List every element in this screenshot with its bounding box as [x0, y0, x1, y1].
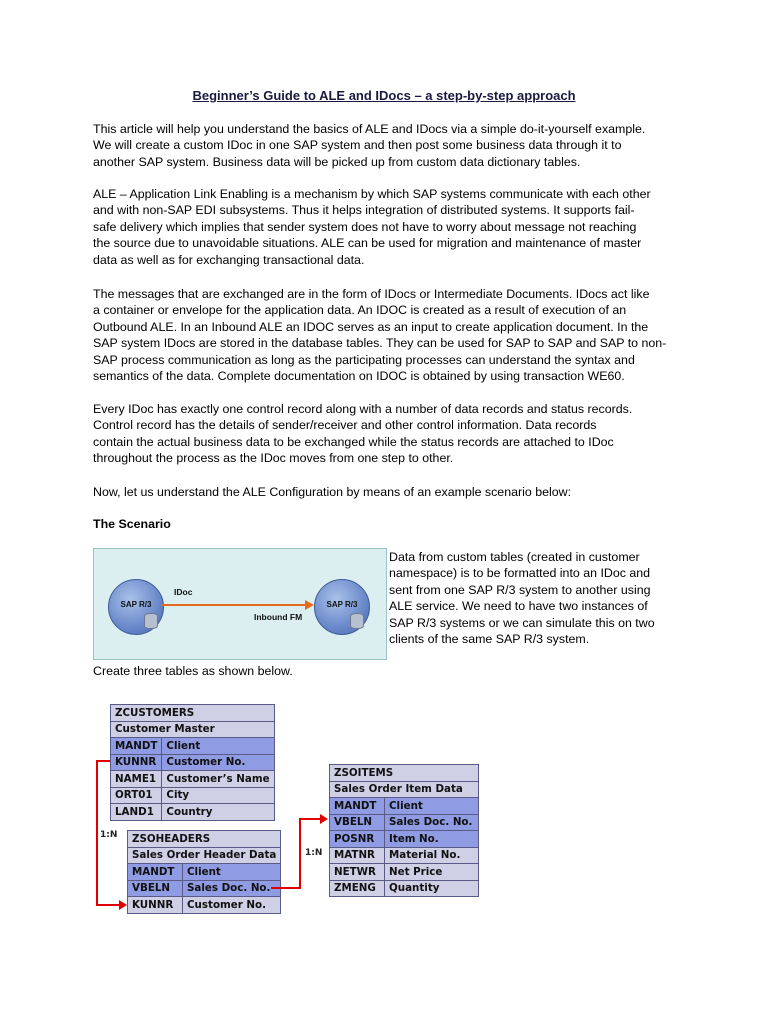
table-zcustomers — [110, 704, 275, 821]
field-name: ORT01 — [111, 787, 162, 804]
table-name: ZCUSTOMERS — [111, 705, 275, 722]
relation-line — [96, 760, 98, 906]
paragraph-records — [93, 401, 688, 467]
text-line: SAP R/3 systems or we can simulate this on two — [389, 615, 655, 630]
table-row — [330, 880, 479, 897]
create-tables-text: Create three tables as shown below. — [93, 664, 293, 678]
document-title: Beginner’s Guide to ALE and IDocs – a step-by-step approach — [192, 88, 576, 103]
table-row — [330, 798, 479, 815]
text-line: The messages that are exchanged are in the form of IDocs or Intermediate Documents. IDocs act like — [93, 287, 650, 301]
database-icon — [350, 613, 364, 629]
table-row — [111, 787, 275, 804]
arrow-head-icon — [320, 814, 328, 824]
field-name: VBELN — [330, 814, 385, 831]
field-name: POSNR — [330, 831, 385, 848]
scenario-heading: The Scenario — [93, 517, 171, 531]
field-label: Net Price — [385, 864, 479, 881]
field-label: Material No. — [385, 847, 479, 864]
table-zsoheaders — [127, 830, 281, 914]
paragraph-example — [93, 484, 688, 500]
scenario-description — [389, 549, 689, 647]
text-line: Every IDoc has exactly one control record along with a number of data records and status records. — [93, 402, 633, 416]
field-label: Customer No. — [162, 754, 274, 771]
field-label: Client — [162, 738, 274, 755]
table-row — [128, 880, 281, 897]
node-label: SAP R/3 — [326, 600, 358, 609]
field-label: Sales Doc. No. — [385, 814, 479, 831]
table-row — [111, 738, 275, 755]
table-row — [330, 831, 479, 848]
text-line: safe delivery which implies that sender system does not have to worry about message not reaching — [93, 219, 637, 234]
table-row — [111, 754, 275, 771]
field-name: KUNNR — [111, 754, 162, 771]
field-label: Customer’s Name — [162, 771, 274, 788]
field-label: Quantity — [385, 880, 479, 897]
field-name: KUNNR — [128, 897, 183, 914]
text-line: contain the actual business data to be exchanged while the status records are attached to IDoc — [93, 434, 614, 449]
text-line: Data from custom tables (created in customer — [389, 550, 640, 564]
relation-line — [96, 760, 110, 762]
text-line: Now, let us understand the ALE Configuration by means of an example scenario below: — [93, 485, 572, 499]
field-label: City — [162, 787, 274, 804]
table-description: Sales Order Header Data — [128, 847, 281, 864]
arrow-head-icon — [119, 900, 127, 910]
text-line: sent from one SAP R/3 system to another using — [389, 582, 651, 597]
idoc-label: IDoc — [174, 587, 193, 597]
text-line: This article will help you understand the basics of ALE and IDocs via a simple do-it-yourself example. — [93, 122, 646, 136]
field-name: NAME1 — [111, 771, 162, 788]
field-name: VBELN — [128, 880, 183, 897]
text-line: another SAP system. Business data will be picked up from custom data dictionary tables. — [93, 154, 581, 169]
paragraph-ale — [93, 186, 688, 268]
relation-line — [271, 887, 300, 889]
field-label: Client — [385, 798, 479, 815]
paragraph-intro — [93, 121, 688, 170]
text-line: SAP process communication as long as the participating processes can understand the syntax and — [93, 352, 635, 367]
field-name: ZMENG — [330, 880, 385, 897]
field-label: Country — [162, 804, 274, 821]
table-zsoitems — [329, 764, 479, 897]
text-line: semantics of the data. Complete documentation on IDOC is obtained by using transaction WE60. — [93, 369, 625, 384]
arrow-head-icon — [305, 600, 314, 610]
scenario-diagram — [93, 548, 387, 660]
field-name: NETWR — [330, 864, 385, 881]
text-line: SAP system IDocs are stored in the database tables. They can be used for SAP to SAP and SAP to non- — [93, 336, 667, 351]
relation-line — [96, 904, 120, 906]
table-row — [128, 897, 281, 914]
text-line: and with non-SAP EDI subsystems. Thus it helps integration of distributed systems. It supports fail- — [93, 203, 635, 218]
node-label: SAP R/3 — [120, 600, 152, 609]
idoc-arrow — [162, 604, 306, 606]
field-label: Customer No. — [183, 897, 281, 914]
cardinality-label: 1:N — [305, 848, 323, 858]
inbound-fm-label: Inbound FM — [254, 612, 303, 622]
cardinality-label: 1:N — [100, 830, 118, 840]
relation-line — [299, 818, 321, 820]
field-label: Sales Doc. No. — [183, 880, 281, 897]
field-name: MANDT — [128, 864, 183, 881]
text-line: the source due to unavoidable situations. ALE can be used for migration and maintenance of master — [93, 236, 642, 251]
text-line: We will create a custom IDoc in one SAP system and then post some business data through it to — [93, 138, 622, 153]
text-line: Outbound ALE. In an Inbound ALE an IDOC serves as an input to create application document. In the — [93, 319, 649, 334]
text-line: namespace) is to be formatted into an IDoc and — [389, 566, 651, 581]
table-description: Customer Master — [111, 721, 275, 738]
relation-line — [299, 818, 301, 889]
field-name: MANDT — [330, 798, 385, 815]
table-row — [111, 804, 275, 821]
field-name: MATNR — [330, 847, 385, 864]
text-line: data as well as for exchanging transactional data. — [93, 252, 365, 267]
table-row — [330, 847, 479, 864]
table-row — [330, 864, 479, 881]
field-name: MANDT — [111, 738, 162, 755]
text-line: Control record has the details of sender/receiver and other control information. Data records — [93, 418, 597, 433]
field-label: Client — [183, 864, 281, 881]
field-name: LAND1 — [111, 804, 162, 821]
text-line: throughout the process as the IDoc moves from one step to other. — [93, 451, 454, 466]
table-row — [111, 771, 275, 788]
table-row — [128, 864, 281, 881]
text-line: a container or envelope for the application data. An IDOC is created as a result of execution of an — [93, 303, 627, 318]
text-line: ALE – Application Link Enabling is a mechanism by which SAP systems communicate with each other — [93, 187, 651, 201]
table-row — [330, 814, 479, 831]
table-name: ZSOHEADERS — [128, 831, 281, 848]
table-description: Sales Order Item Data — [330, 781, 479, 798]
database-icon — [144, 613, 158, 629]
table-name: ZSOITEMS — [330, 765, 479, 782]
text-line: ALE service. We need to have two instances of — [389, 599, 648, 614]
field-label: Item No. — [385, 831, 479, 848]
text-line: clients of the same SAP R/3 system. — [389, 632, 590, 647]
paragraph-idocs — [93, 286, 688, 384]
